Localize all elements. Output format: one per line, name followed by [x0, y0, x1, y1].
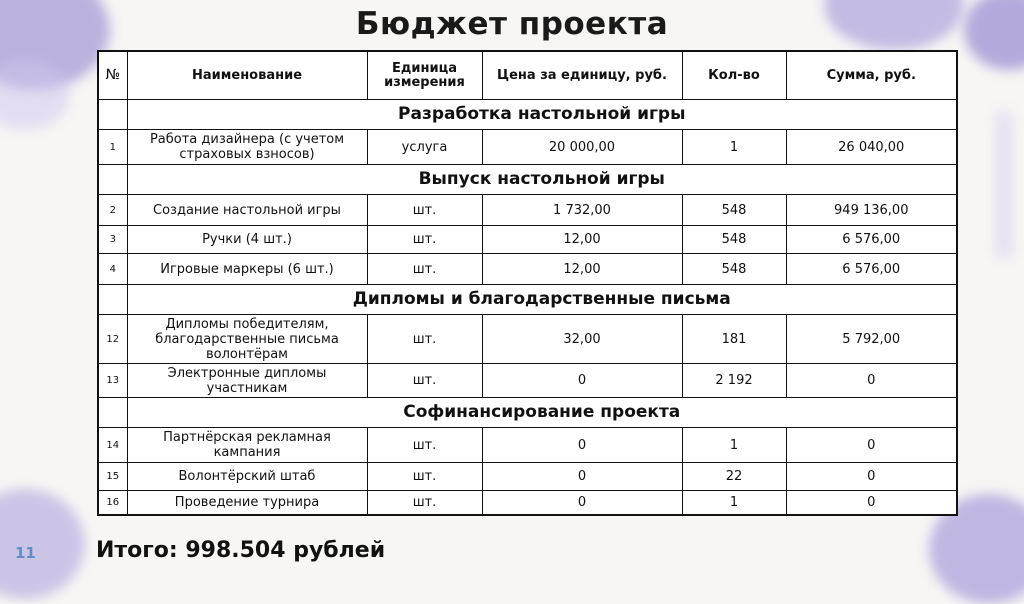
row-name: Дипломы победителям, благодарственные письма волонтёрам	[127, 315, 367, 364]
section-title: Софинансирование проекта	[127, 398, 957, 428]
row-qty: 2 192	[682, 364, 786, 398]
row-num: 4	[98, 254, 127, 285]
row-price: 0	[482, 463, 682, 491]
decor-blob	[0, 489, 85, 599]
row-price: 32,00	[482, 315, 682, 364]
row-qty: 548	[682, 226, 786, 254]
row-unit: шт.	[367, 463, 482, 491]
row-sum: 949 136,00	[786, 195, 957, 226]
page-title: Бюджет проекта	[355, 6, 669, 42]
row-qty: 181	[682, 315, 786, 364]
row-name: Волонтёрский штаб	[127, 463, 367, 491]
row-unit: шт.	[367, 428, 482, 463]
table-row	[98, 315, 957, 364]
row-num: 1	[98, 130, 127, 165]
row-sum: 6 576,00	[786, 254, 957, 285]
row-qty: 1	[682, 130, 786, 165]
row-qty: 22	[682, 463, 786, 491]
row-price: 0	[482, 428, 682, 463]
row-sum: 5 792,00	[786, 315, 957, 364]
row-name: Партнёрская рекламная кампания	[127, 428, 367, 463]
row-unit: шт.	[367, 254, 482, 285]
row-name: Проведение турнира	[127, 491, 367, 516]
row-sum: 0	[786, 491, 957, 516]
row-num: 13	[98, 364, 127, 398]
table-header-row	[98, 51, 957, 100]
section-row	[98, 285, 957, 315]
row-price: 12,00	[482, 226, 682, 254]
row-sum: 0	[786, 428, 957, 463]
header-num: №	[98, 51, 127, 100]
row-qty: 548	[682, 195, 786, 226]
section-row	[98, 100, 957, 130]
row-sum: 26 040,00	[786, 130, 957, 165]
row-unit: шт.	[367, 226, 482, 254]
table-row	[98, 130, 957, 165]
table-row	[98, 254, 957, 285]
row-num: 3	[98, 226, 127, 254]
row-unit: услуга	[367, 130, 482, 165]
row-name: Работа дизайнера (с учетом страховых взносов)	[127, 130, 367, 165]
section-row	[98, 165, 957, 195]
row-num: 14	[98, 428, 127, 463]
total-amount: Итого: 998.504 рублей	[96, 538, 386, 563]
page-number: 11	[15, 544, 36, 562]
table-row	[98, 195, 957, 226]
row-price: 12,00	[482, 254, 682, 285]
table-row	[98, 364, 957, 398]
header-price: Цена за единицу, руб.	[482, 51, 682, 100]
table-row	[98, 463, 957, 491]
row-qty: 1	[682, 491, 786, 516]
row-sum: 6 576,00	[786, 226, 957, 254]
row-price: 0	[482, 364, 682, 398]
row-price: 1 732,00	[482, 195, 682, 226]
section-title: Дипломы и благодарственные письма	[127, 285, 957, 315]
row-price: 20 000,00	[482, 130, 682, 165]
section-title: Выпуск настольной игры	[127, 165, 957, 195]
row-sum: 0	[786, 364, 957, 398]
row-name: Ручки (4 шт.)	[127, 226, 367, 254]
budget-table	[97, 50, 958, 516]
header-sum: Сумма, руб.	[786, 51, 957, 100]
row-name: Игровые маркеры (6 шт.)	[127, 254, 367, 285]
header-name: Наименование	[127, 51, 367, 100]
row-qty: 1	[682, 428, 786, 463]
table-row	[98, 428, 957, 463]
decor-blob	[994, 110, 1014, 260]
table-row	[98, 491, 957, 516]
row-num: 2	[98, 195, 127, 226]
row-name: Создание настольной игры	[127, 195, 367, 226]
row-unit: шт.	[367, 315, 482, 364]
row-price: 0	[482, 491, 682, 516]
row-num: 15	[98, 463, 127, 491]
table-row	[98, 226, 957, 254]
row-qty: 548	[682, 254, 786, 285]
row-unit: шт.	[367, 491, 482, 516]
row-num: 16	[98, 491, 127, 516]
header-unit: Единица измерения	[367, 51, 482, 100]
section-title: Разработка настольной игры	[127, 100, 957, 130]
header-qty: Кол-во	[682, 51, 786, 100]
row-unit: шт.	[367, 195, 482, 226]
row-num: 12	[98, 315, 127, 364]
row-name: Электронные дипломы участникам	[127, 364, 367, 398]
section-row	[98, 398, 957, 428]
row-unit: шт.	[367, 364, 482, 398]
row-sum: 0	[786, 463, 957, 491]
